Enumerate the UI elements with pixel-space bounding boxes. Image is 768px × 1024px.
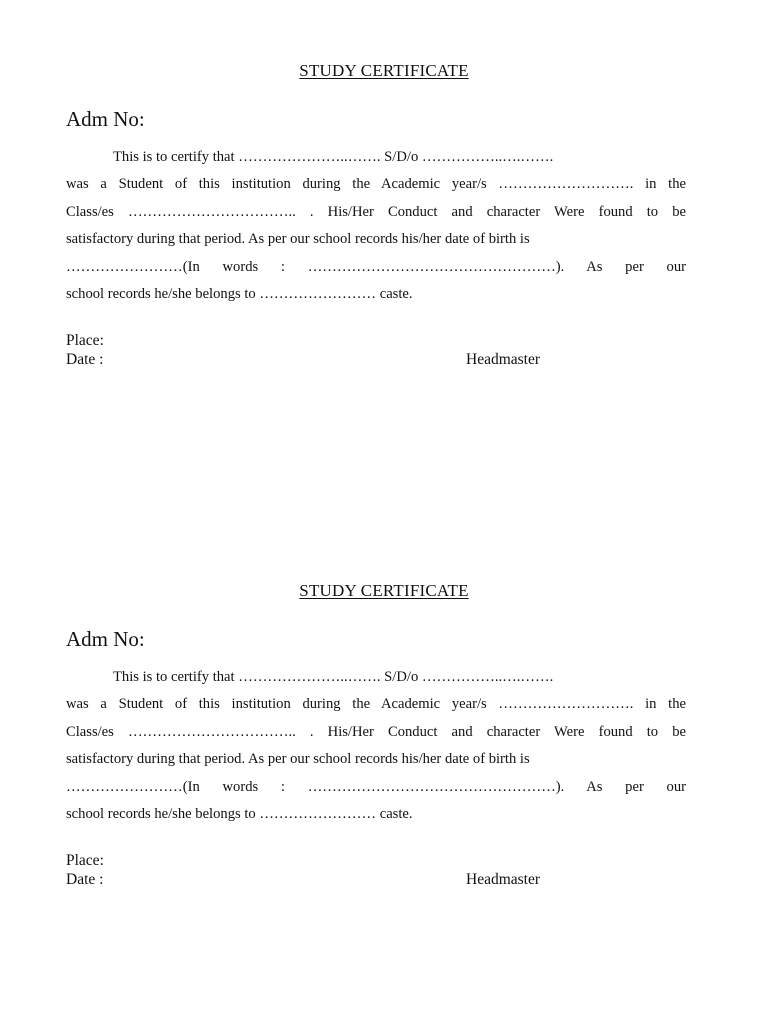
body-line: ……………………(In words : ……………………………………………). As per our xyxy=(66,258,686,275)
body-line: satisfactory during that period. As per our school records his/her date of birth is xyxy=(66,231,530,248)
study-certificate-2 xyxy=(0,520,768,990)
body-line: Class/es …………………………….. . His/Her Conduct and character Were found to be xyxy=(66,203,686,220)
certificate-title: STUDY CERTIFICATE xyxy=(299,61,469,80)
certificate-body xyxy=(66,144,686,308)
body-line: This is to certify that …………………..……. S/D/o ……………..….……. xyxy=(113,669,554,685)
body-line: school records he/she belongs to …………………… caste. xyxy=(66,806,413,823)
adm-no-label: Adm No: xyxy=(66,627,145,651)
body-line: satisfactory during that period. As per our school records his/her date of birth is xyxy=(66,751,530,768)
date-label: Date : xyxy=(66,351,104,368)
body-line: Class/es …………………………….. . His/Her Conduct and character Were found to be xyxy=(66,723,686,740)
body-line: ……………………(In words : ……………………………………………). As per our xyxy=(66,778,686,795)
body-line: This is to certify that …………………..……. S/D/o ……………..….……. xyxy=(113,149,554,165)
place-label: Place: xyxy=(66,852,104,869)
body-line: was a Student of this institution during the Academic year/s ………………………. in the xyxy=(66,696,686,713)
date-label: Date : xyxy=(66,871,104,888)
adm-no-label: Adm No: xyxy=(66,107,145,131)
signatory-headmaster: Headmaster xyxy=(466,871,541,888)
certificate-title: STUDY CERTIFICATE xyxy=(299,581,469,600)
study-certificate-1 xyxy=(0,0,768,470)
certificate-body xyxy=(66,664,686,828)
body-line: was a Student of this institution during the Academic year/s ………………………. in the xyxy=(66,176,686,193)
signatory-headmaster: Headmaster xyxy=(466,351,541,368)
place-label: Place: xyxy=(66,332,104,349)
body-line: school records he/she belongs to …………………… caste. xyxy=(66,286,413,303)
